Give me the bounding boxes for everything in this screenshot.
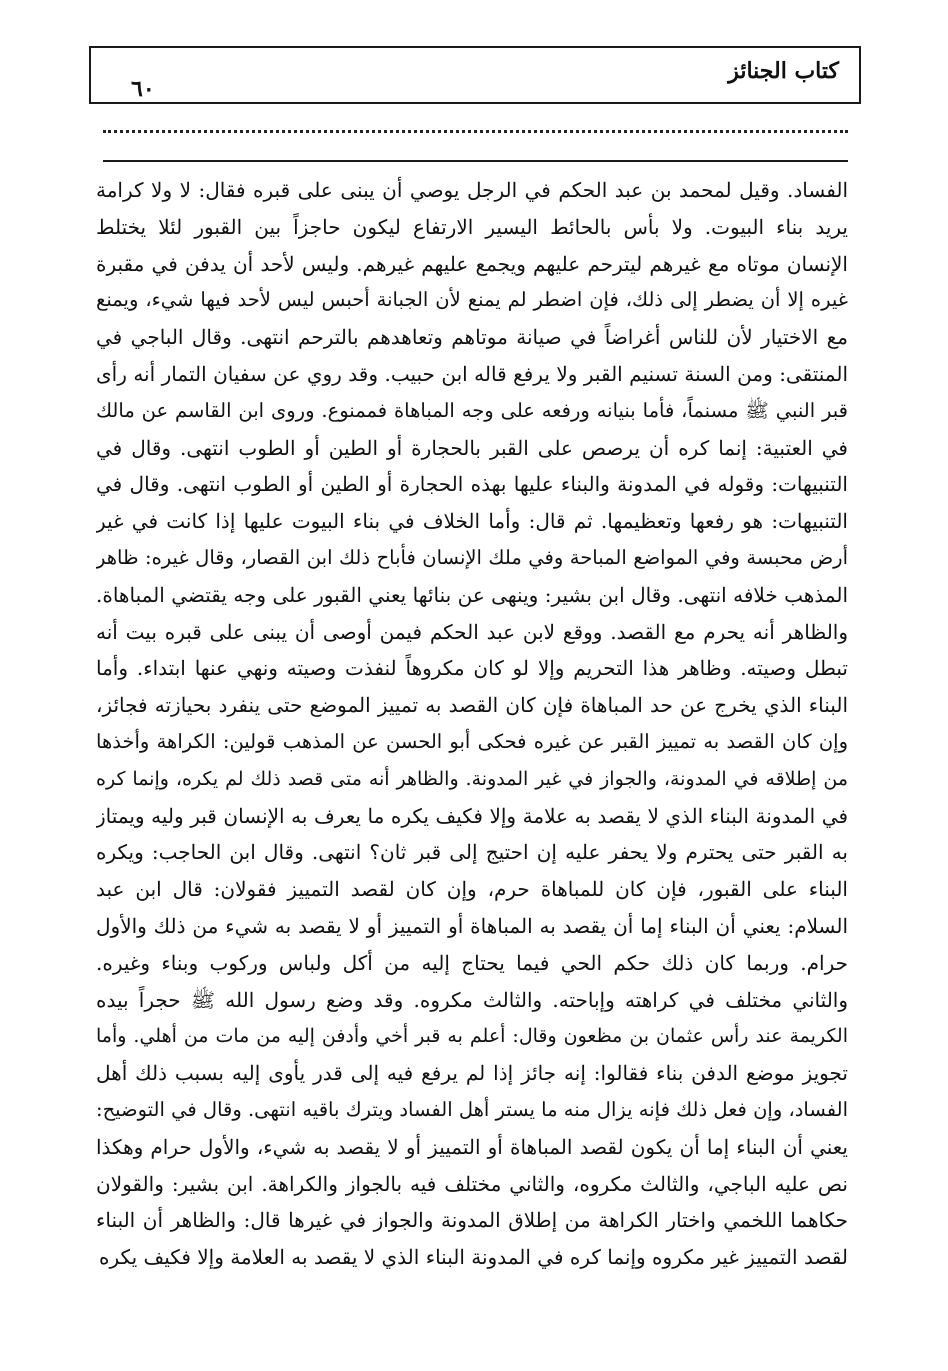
text-line: من إطلاقه في المدونة، والجواز في غير المدونة. والظاهر أنه متى قصد ذلك لم يكره، وإنما كره <box>96 767 848 790</box>
dotted-divider <box>103 130 848 133</box>
text-line: غيره إلا أن يضطر إلى ذلك، فإن اضطر لم يمنع لأن الجبانة أحبس ليس لأحد فيها شيء، ويمنع <box>96 288 848 312</box>
text-line: الفساد، وإن فعل ذلك فإنه يزال منه ما يستر أهل الفساد ويترك باقيه انتهى. وقال في التوضيح: <box>96 1097 848 1121</box>
running-header <box>89 46 861 104</box>
text-line: والظاهر أنه يحرم مع القصد. ووقع لابن عبد الحكم فيمن أوصى أن يبنى على قبره بيت أنه <box>96 619 848 644</box>
text-line: به القبر حتى يحترم ولا يحفر عليه إن احتيج إلى قبر ثان؟ انتهى. وقال ابن الحاجب: ويكره <box>96 840 848 865</box>
text-line: التنبيهات: هو رفعها وتعظيمها. ثم قال: وأما الخلاف في بناء البيوت عليها إذا كانت في غير <box>96 509 848 534</box>
text-line: حكاهما اللخمي واختار الكراهة من إطلاق المدونة والجواز في غيرها قال: والظاهر أن البناء <box>96 1208 848 1233</box>
text-line: في المدونة البناء الذي لا يقصد به علامة وإلا فكيف يكره ما يعرف به الإنسان قبر وليه ويمتاز <box>96 803 848 828</box>
text-line: التنبيهات: وقوله في المدونة والبناء عليها بهذه الحجارة أو الطين أو الطوب انتهى. وقال في <box>96 472 848 497</box>
text-line: تبطل وصيته. وظاهر هذا التحريم وإلا لو كان مكروهاً لنفذت وصيته ونهي عنها ابتداء. وأما <box>96 656 848 681</box>
page-number: ٦٠ <box>131 76 155 102</box>
text-line: تجويز موضع الدفن بناء فقالوا: إنه جائز إذا لم يرفع فيه إلى قدر يأوى إليه بسبب ذلك أهل <box>96 1061 848 1086</box>
text-line: الكريمة عند رأس عثمان بن مظعون وقال: أعلم به قبر أخي وأدفن إليه من مات من أهلي. وأما <box>96 1025 848 1048</box>
text-line: الفساد. وقيل لمحمد بن عبد الحكم في الرجل يوصي أن يبنى على قبره فقال: لا ولا كرامة <box>96 178 848 202</box>
text-line: يريد بناء البيوت. ولا بأس بالحائط اليسير الارتفاع ليكون حاجزاً بين القبور لئلا يختلط <box>96 214 848 239</box>
text-line: يعني أن البناء إما أن يكون لقصد المباهاة أو التمييز أو لا يقصد به شيء، والأول حرام وهكذا <box>96 1134 848 1159</box>
text-line: وإن كان القصد به تمييز القبر عن غيره فحكى أبو الحسن عن المذهب قولين: الكراهة وأخذها <box>96 729 848 753</box>
book-title: كتاب الجنائز <box>728 58 839 84</box>
solid-divider <box>103 160 848 162</box>
text-line: المنتقى: ومن السنة تسنيم القبر ولا يرفع قاله ابن حبيب. وقد روي عن سفيان التمار أنه رأى <box>96 361 848 386</box>
text-line: السلام: يعني أن البناء إما أن يقصد به المباهاة أو التمييز أو لا يقصد به شيء من ذلك والأول <box>96 913 848 938</box>
text-line: مع الاختيار لأن للناس أغراضاً في صيانة موتاهم وتعاهدهم بالترحم انتهى. وقال الباجي في <box>96 325 848 350</box>
text-line: لقصد التمييز غير مكروه وإنما كره في المدونة البناء الذي لا يقصد به العلامة وإلا فكيف يكره <box>99 1245 848 1270</box>
text-line: الإنسان موتاه مع غيرهم ليترحم عليهم ويجمع عليهم غيرهم. وليس لأحد أن يدفن في مقبرة <box>96 251 848 276</box>
text-line: أرض محبسة وفي المواضع المباحة وفي ملك الإنسان فأباح ذلك ابن القصار، وقال غيره: ظاهر <box>96 545 848 569</box>
text-line: والثاني مختلف في كراهته وإباحته. والثالث مكروه. وقد وضع رسول الله ﷺ حجراً بيده <box>96 987 848 1012</box>
text-line: قبر النبي ﷺ مسنماً، فأما بنيانه ورفعه على وجه المباهاة فممنوع. وروى ابن القاسم عن مالك <box>96 398 848 422</box>
text-line: البناء الذي يخرج عن حد المباهاة فإن كان القصد به تمييز الموضع حتى ينفرد بحيازته فجائز، <box>96 693 848 718</box>
text-line: نص عليه الباجي، والثالث مكروه، والثاني مختلف فيه بالجواز والكراهة. ابن بشير: والقولان <box>96 1171 848 1196</box>
text-line: البناء على القبور، فإن كان للمباهاة حرم، وإن كان لقصد التمييز فقولان: قال ابن عبد <box>96 877 848 902</box>
body-text <box>96 172 848 1276</box>
text-line: حرام. وربما كان ذلك حكم الحي فيما يحتاج إليه من أكل ولباس وركوب وبناء وغيره. <box>96 950 848 975</box>
text-line: في العتبية: إنما كره أن يرصص على القبر بالحجارة أو الطين أو الطوب انتهى. وقال في <box>96 435 848 460</box>
text-line: المذهب خلافه انتهى. وقال ابن بشير: وينهى عن بنائها يعني القبور على وجه يقتضي المباهاة. <box>96 582 848 607</box>
